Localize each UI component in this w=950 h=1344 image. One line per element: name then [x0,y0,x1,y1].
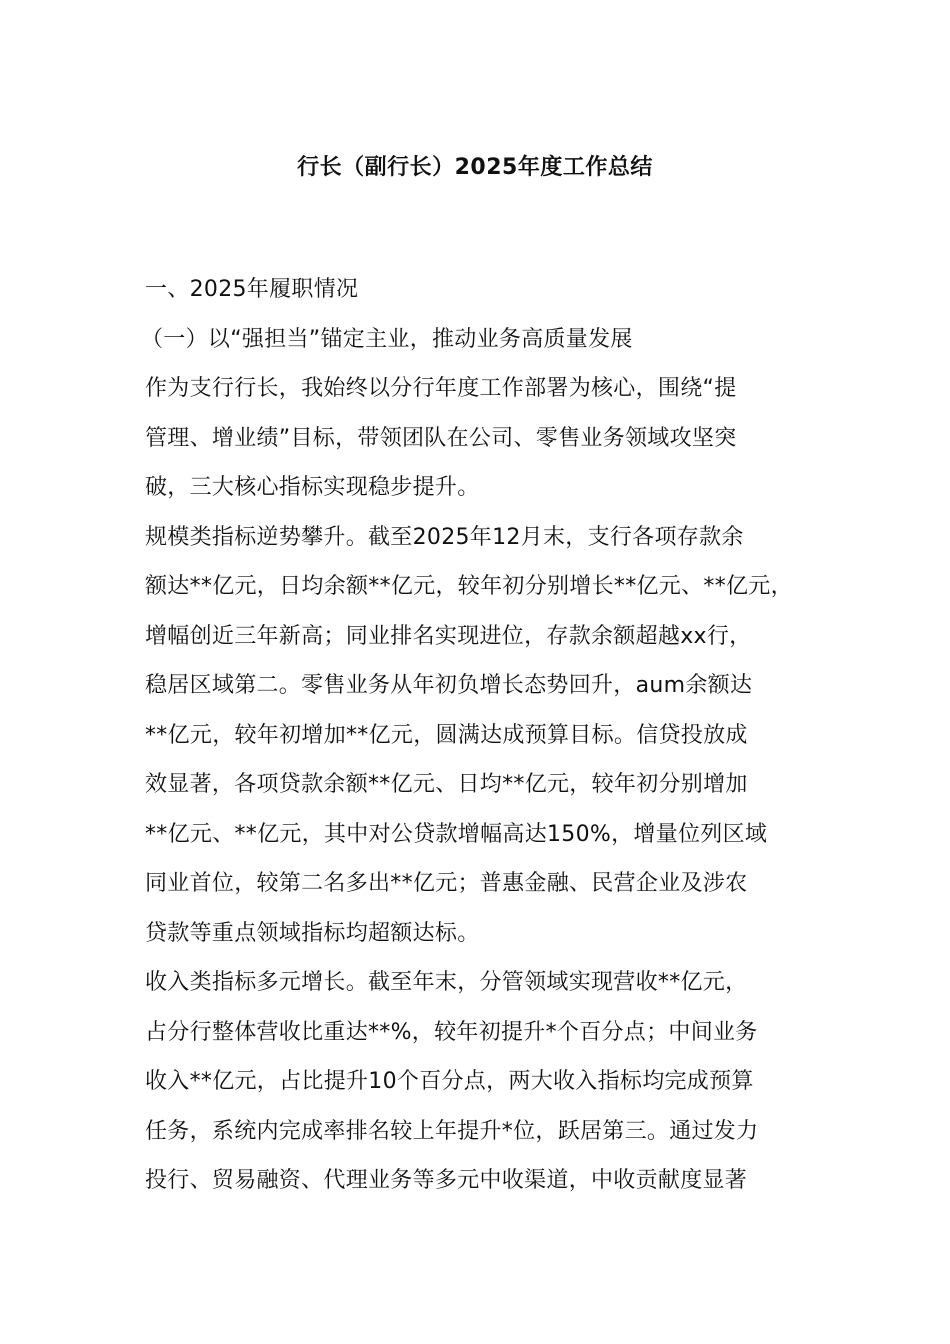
paragraph-line: 作为支行行长，我始终以分行年度工作部署为核心，围绕“提 [145,376,737,401]
paragraph-line: 效显著，各项贷款余额**亿元、日均**亿元，较年初分别增加 [145,772,748,797]
paragraph-line: 管理、增业绩”目标，带领团队在公司、零售业务领域攻坚突 [145,425,737,451]
document-body [141,270,825,1211]
paragraph-line: 收入**亿元，占比提升10个百分点，两大收入指标均完成预算 [145,1069,754,1094]
document-title: 行长（副行长）2025年度工作总结 [297,155,653,180]
paragraph-line: 同业首位，较第二名多出**亿元；普惠金融、民营企业及涉农 [145,871,748,896]
paragraph-line: **亿元、**亿元，其中对公贷款增幅高达150%，增量位列区域 [145,821,768,847]
paragraph-line: 任务，系统内完成率排名较上年提升*位，跃居第三。通过发力 [145,1118,759,1144]
paragraph-line: 稳居区域第二。零售业务从年初负增长态势回升，aum余额达 [145,673,753,698]
subsection-heading: （一）以“强担当”锚定主业，推动业务高质量发展 [141,326,633,352]
paragraph-line: 占分行整体营收比重达**%，较年初提升*个百分点；中间业务 [145,1019,758,1045]
paragraph-line: 规模类指标逆势攀升。截至2025年12月末，支行各项存款余 [145,524,744,550]
paragraph-line: 额达**亿元，日均余额**亿元，较年初分别增长**亿元、**亿元， [145,574,793,599]
paragraph-line: 收入类指标多元增长。截至年末，分管领域实现营收**亿元， [145,970,748,995]
paragraph-line: 贷款等重点领域指标均超额达标。 [145,920,480,946]
paragraph-line: 投行、贸易融资、代理业务等多元中收渠道，中收贡献度显著 [145,1168,748,1193]
paragraph-line: 破，三大核心指标实现稳步提升。 [145,475,480,500]
paragraph-line: 增幅创近三年新高；同业排名实现进位，存款余额超越xx行， [145,623,752,649]
paragraph-line: **亿元，较年初增加**亿元，圆满达成预算目标。信贷投放成 [145,722,748,748]
section-heading: 一、2025年履职情况 [145,277,359,302]
